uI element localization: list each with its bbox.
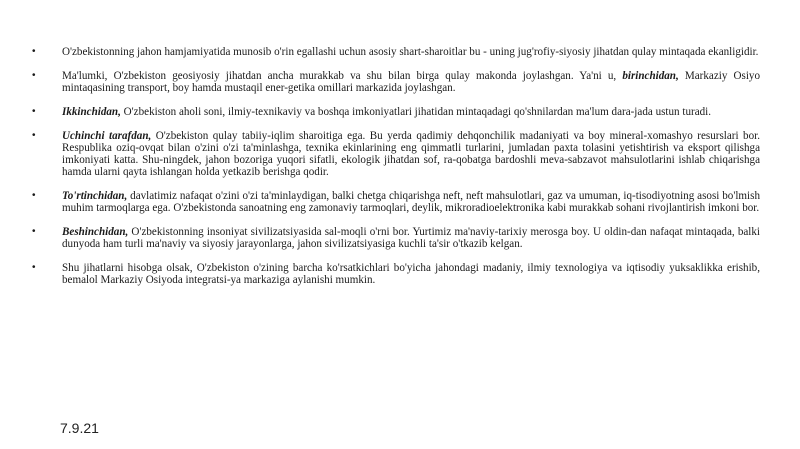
bullet-lead: Beshinchidan, <box>62 226 129 238</box>
bullet-text-tail: Markaziy Osiyo mintaqasining transport, boy hamda mustaqil ener-getika omillari markazida joylashgan. <box>62 70 760 94</box>
bullet-text: davlatimiz nafaqat o'zini o'zi ta'minlaydigan, balki chetga chiqarishga neft, neft mahsulotlari, gaz va umuman, iq-tisodiyotning asosi bo'lmish muhim tarmoqlarga ega. O'zbekistonda sanoatning eng zamonaviy tarmoqlari, deylik, mikroradioelektronika kabi murakkab sohani rivojlantirish imkoni bor. <box>62 190 760 214</box>
bullet-text: O'zbekiston aholi soni, ilmiy-texnikaviy va boshqa imkoniyatlari jihatidan mintaqadagi qo'shnilardan ma'lum dara-jada ustun turadi. <box>120 106 712 118</box>
footer-date: 7.9.21 <box>60 420 99 436</box>
bullet-lead: Ikkinchidan, <box>62 106 121 118</box>
bullet-text: Shu jihatlarni hisobga olsak, O'zbekiston o'zining barcha ko'rsatkichlari bo'yicha jahondagi madaniy, ilmiy texnologiya va iqtisodiy yuksaklikka erishib, bemalol Markaziy Osiyoda integratsi-ya markaziga aylanishi mumkin. <box>62 262 760 286</box>
bullet-lead: To'rtinchidan, <box>62 190 128 202</box>
bullet-item-2 <box>32 70 760 94</box>
bullet-list <box>32 46 760 298</box>
bullet-text: O'zbekistonning insoniyat sivilizatsiyasida sal-moqli o'rni bor. Yurtimiz ma'naviy-tarixiy merosga boy. U oldin-dan nafaqat mintaqada, balki dunyoda ham turli ma'naviy va siyosiy jarayonlarga, jahon sivilizatsiyasiga kuchli ta'sir o'tkazib kelgan. <box>62 226 760 250</box>
bullet-item-3 <box>32 106 760 118</box>
bullet-inline-lead: birinchidan, <box>622 70 679 82</box>
bullet-text: O'zbekiston qulay tabiiy-iqlim sharoitiga ega. Bu yerda qadimiy dehqonchilik madaniyati va boy mineral-xomashyo resurslari bor. Respublika oziq-ovqat bilan o'zini o'zi ta'minlashga, texnika ekinlarining eng qimmatli turlarini, jumladan paxta tolasini yetishtirish va eksport qilishga imkoniyati katta. Shu-ningdek, jahon bozoriga yuqori sifatli, ekologik jihatdan sof, ra-qobatga bardoshli meva-sabzavot mahsulotlarini ishlab chiqarishga hamda ularni qayta ishlangan holda yetkazib berishga qodir. <box>62 130 760 178</box>
bullet-item-5 <box>32 190 760 214</box>
bullet-item-1 <box>32 46 760 58</box>
bullet-text: Ma'lumki, O'zbekiston geosiyosiy jihatdan ancha murakkab va shu bilan birga qulay makonda joylashgan. Ya'ni u, <box>62 70 623 82</box>
bullet-text: O'zbekistonning jahon hamjamiyatida munosib o'rin egallashi uchun asosiy shart-sharoitlar bu - uning jug'rofiy-siyosiy jihatdan qulay mintaqada ekanligidir. <box>62 46 759 58</box>
bullet-item-7 <box>32 262 760 286</box>
bullet-item-6 <box>32 226 760 250</box>
bullet-item-4 <box>32 130 760 178</box>
bullet-lead: Uchinchi tarafdan, <box>62 130 152 142</box>
